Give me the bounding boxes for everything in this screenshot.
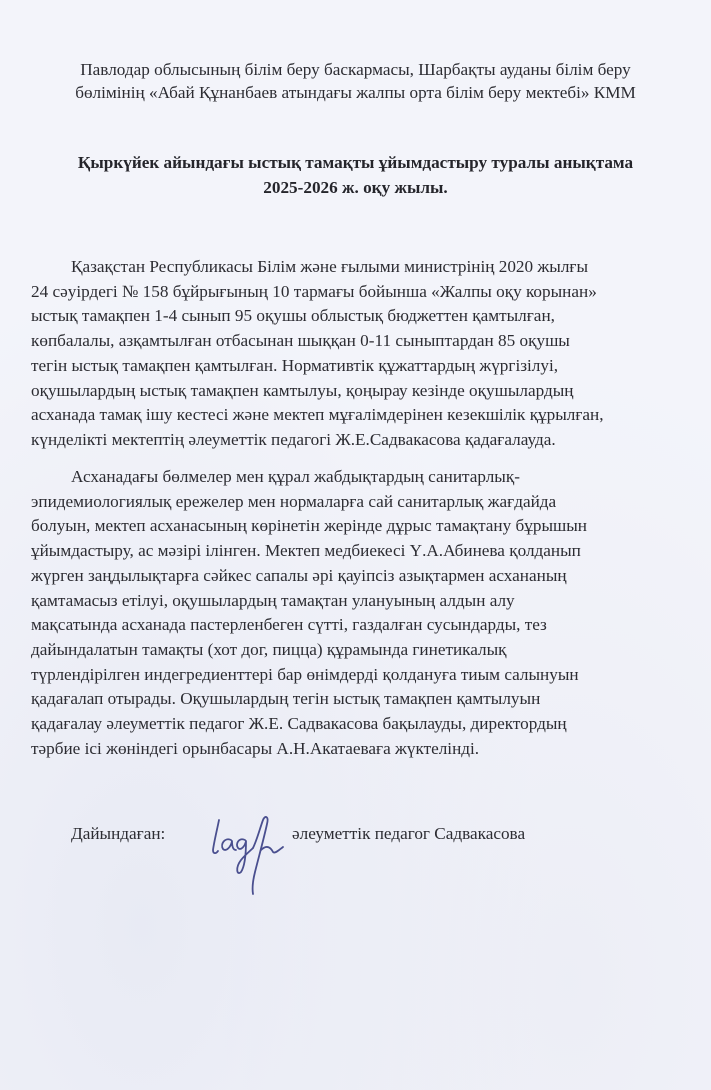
prepared-by-label: Дайындаған:	[71, 824, 166, 843]
paragraph-line: болуын, мектеп асханасының көрінетін жерінде дұрыс тамақтану бұрышын	[31, 516, 587, 536]
preparer-role: әлеуметтік педагог Садвакасова	[292, 824, 526, 843]
paragraph-line: түрлендірілген индегредиенттері бар өнімдерді қолдануға тиым салынуын	[31, 664, 579, 684]
paragraph-line: қамтамасыз етілуі, оқушылардың тамақтан улануының алдын алу	[31, 590, 515, 610]
paragraph-line: Қазақстан Республикасы Білім және ғылыми министрінің 2020 жылғы	[71, 257, 589, 276]
paragraph-line: эпидемиологиялық ережелер мен нормаларға сай санитарлық жағдайда	[31, 491, 557, 511]
header-line: бөлімінің «Абай Құнанбаев атындағы жалпы орта білім беру мектебі» КММ	[75, 83, 636, 102]
paragraph-line: ұйымдастыру, ас мәзірі ілінген. Мектеп медбиекесі Ү.А.Абинева қолданып	[31, 541, 581, 561]
paragraph-1	[31, 255, 699, 453]
title-line: Қыркүйек айындағы ыстық тамақты ұйымдастыру туралы анықтама	[77, 153, 634, 172]
paragraph-line: оқушылардың ыстық тамақпен камтылуы, қоңырау кезінде оқушылардың	[31, 380, 574, 400]
signoff-block	[0, 820, 711, 900]
header-line: Павлодар облысының білім беру баскармасы, Шарбақты ауданы білім беру	[80, 60, 631, 79]
signature-icon	[205, 810, 300, 895]
paragraph-line: мақсатында асханада пастерленбеген сүтті, газдалған сусындарды, тез	[31, 615, 547, 635]
organization-header	[0, 58, 711, 104]
paragraph-line: тегін ыстық тамақпен қамтылған. Нормативтік құжаттардың жүргізілуі,	[31, 355, 559, 375]
paragraph-line: күнделікті мектептің әлеуметтік педагогі Ж.Е.Садвакасова қадағалауда.	[31, 429, 556, 449]
paragraph-line: Асханадағы бөлмелер мен құрал жабдықтардың санитарлық-	[71, 467, 520, 486]
paragraph-line: дайындалатын тамақты (хот дог, пицца) құрамында гинетикалық	[31, 639, 507, 659]
paragraph-line: асханада тамақ ішу кестесі және мектеп мұғалімдерінен кезекшілік құрылған,	[31, 405, 604, 425]
paragraph-line: 24 сәуірдегі № 158 бұйрығының 10 тармағы бойынша «Жалпы оқу корынан»	[31, 281, 597, 301]
document-title	[0, 150, 711, 200]
paragraph-line: ыстық тамақпен 1-4 сынып 95 оқушы облыстық бюджеттен қамтылған,	[31, 306, 555, 326]
paragraph-line: көпбалалы, азқамтылған отбасынан шыққан 0-11 сыныптардан 85 оқушы	[31, 331, 570, 351]
paragraph-2	[31, 465, 699, 761]
title-line: 2025-2026 ж. оқу жылы.	[263, 178, 448, 197]
paragraph-line: жүрген заңдылықтарға сәйкес сапалы әрі қауіпсіз азықтармен асхананың	[31, 565, 567, 585]
paragraph-line: тәрбие ісі жөніндегі орынбасары А.Н.Акатаевағa жүктелінді.	[31, 738, 480, 758]
paragraph-line: қадағалау әлеуметтік педагог Ж.Е. Садвакасова бақылауды, директордың	[31, 714, 567, 734]
paragraph-line: қадағалап отырады. Оқушылардың тегін ыстық тамақпен қамтылуын	[31, 689, 541, 709]
